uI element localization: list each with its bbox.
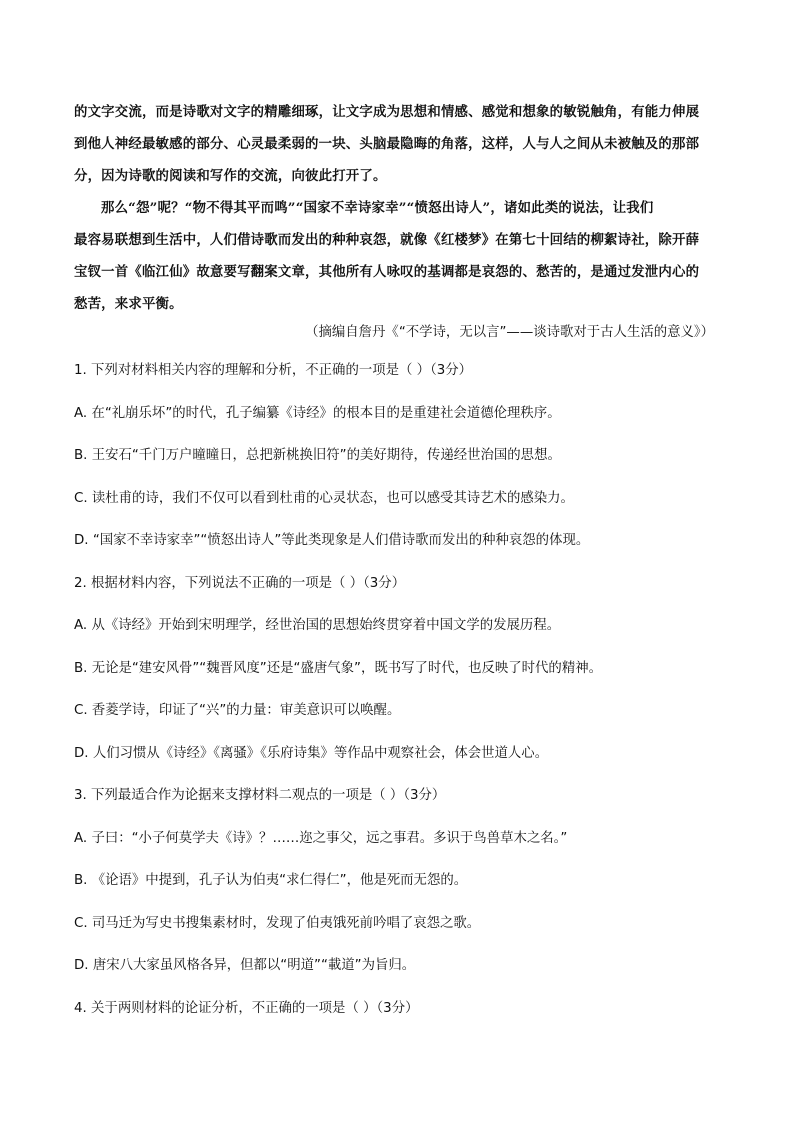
question-list [74, 354, 724, 1034]
question-3-option-a[interactable]: A. 子曰：“小子何莫学夫《诗》？……迩之事父，远之事君。多识于鸟兽草木之名。” [74, 830, 568, 846]
passage-line: 最容易联想到生活中，人们借诗歌而发出的种种哀怨，就像《红楼梦》在第七十回结的柳絮诗社，除开薛 [74, 232, 700, 248]
question-1-option-c[interactable]: C. 读杜甫的诗，我们不仅可以看到杜甫的心灵状态，也可以感受其诗艺术的感染力。 [74, 490, 574, 506]
question-1-stem: 1. 下列对材料相关内容的理解和分析，不正确的一项是（ ）（3分） [74, 363, 473, 378]
passage-source: （摘编自詹丹《“不学诗，无以言”——谈诗歌对于古人生活的意义》） [305, 325, 714, 340]
passage-line: 到他人神经最敏感的部分、心灵最柔弱的一块、头脑最隐晦的角落，这样，人与人之间从未被触及的那部 [74, 136, 700, 152]
passage-paragraph-2 [74, 192, 724, 320]
passage-line: 那么“怨”呢？“物不得其平而鸣”“国家不幸诗家幸”“愤怒出诗人”，诸如此类的说法，让我们 [101, 200, 654, 216]
question-2-option-b[interactable]: B. 无论是“建安风骨”“魏晋风度”还是“盛唐气象”，既书写了时代，也反映了时代的精神。 [74, 660, 602, 676]
question-4-stem: 4. 关于两则材料的论证分析，不正确的一项是（ ）（3分） [74, 1000, 419, 1016]
question-3-stem: 3. 下列最适合作为论据来支撑材料二观点的一项是（ ）（3分） [74, 788, 446, 803]
passage-line: 宝钗一首《临江仙》故意要写翻案文章，其他所有人咏叹的基调都是哀怨的、愁苦的，是通过发泄内心的 [74, 264, 700, 280]
passage-line: 分，因为诗歌的阅读和写作的交流，向彼此打开了。 [74, 168, 387, 184]
question-3-option-b[interactable]: B. 《论语》中提到，孔子认为伯夷“求仁得仁”，他是死而无怨的。 [74, 873, 468, 888]
reading-passage [74, 96, 724, 320]
question-2-option-c[interactable]: C. 香菱学诗，印证了“兴”的力量：审美意识可以唤醒。 [74, 703, 401, 718]
question-2-option-d[interactable]: D. 人们习惯从《诗经》《离骚》《乐府诗集》等作品中观察社会，体会世道人心。 [74, 745, 549, 761]
passage-line: 的文字交流，而是诗歌对文字的精雕细琢，让文字成为思想和情感、感觉和想象的敏锐触角，有能力伸展 [74, 104, 700, 120]
question-3-option-c[interactable]: C. 司马迁为写史书搜集素材时，发现了伯夷饿死前吟唱了哀怨之歌。 [74, 915, 481, 931]
question-2-option-a[interactable]: A. 从《诗经》开始到宋明理学，经世治国的思想始终贯穿着中国文学的发展历程。 [74, 618, 561, 633]
question-1-option-d[interactable]: D. “国家不幸诗家幸”“愤怒出诗人”等此类现象是人们借诗歌而发出的种种哀怨的体现。 [74, 533, 590, 548]
question-2-stem: 2. 根据材料内容，下列说法不正确的一项是（ ）（3分） [74, 575, 406, 591]
question-1-option-b[interactable]: B. 王安石“千门万户曈曈日，总把新桃换旧符”的美好期待，传递经世治国的思想。 [74, 448, 561, 463]
question-1-option-a[interactable]: A. 在“礼崩乐坏”的时代，孔子编纂《诗经》的根本目的是重建社会道德伦理秩序。 [74, 405, 561, 421]
question-3-option-d[interactable]: D. 唐宋八大家虽风格各异，但都以“明道”“載道”为旨归。 [74, 958, 416, 973]
passage-line: 愁苦，来求平衡。 [74, 296, 183, 312]
passage-paragraph-1 [74, 96, 724, 192]
